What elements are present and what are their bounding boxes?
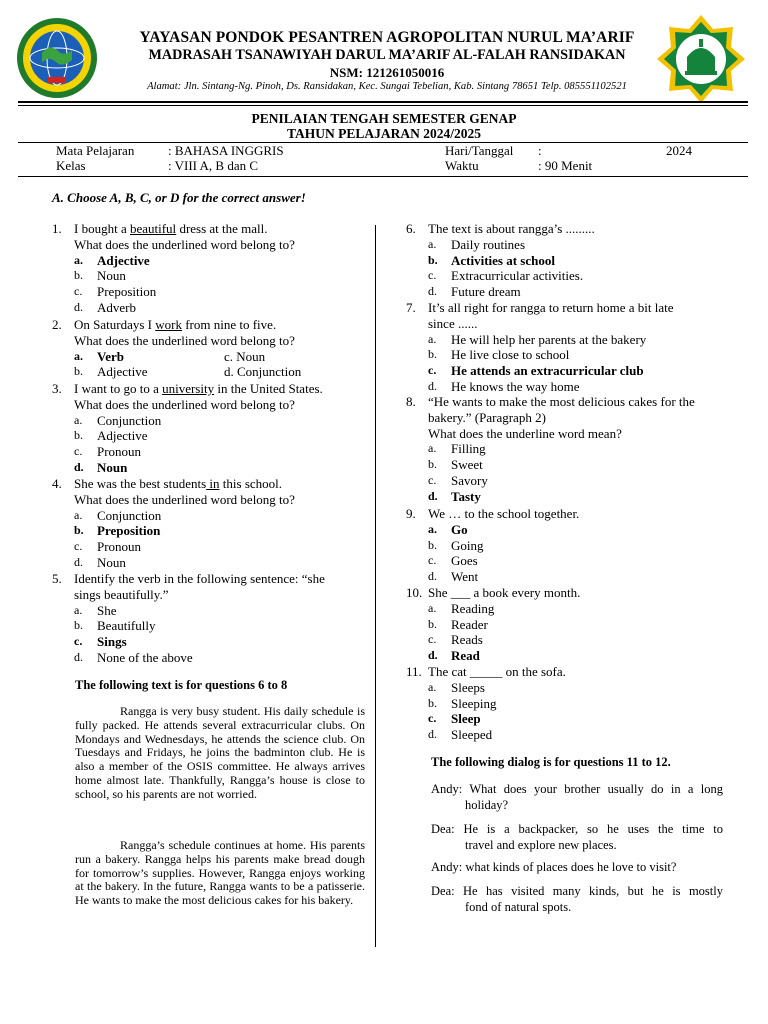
question-number: 10. xyxy=(406,585,423,600)
reading-heading: The following text is for questions 6 to 8 xyxy=(75,678,288,692)
option-text: Beautifully xyxy=(97,618,156,634)
dialog-text: Dea: He is a backpacker, so he uses the time to xyxy=(431,822,723,836)
dialog-line xyxy=(431,884,723,915)
question-number: 7. xyxy=(406,300,416,315)
question-text: since ...... xyxy=(428,315,478,331)
question-text: I bought a beautiful dress at the mall. xyxy=(74,221,268,236)
time-label: Waktu xyxy=(445,158,479,173)
info-rule-bottom xyxy=(18,176,748,177)
question-text: The cat _____ on the sofa. xyxy=(428,664,566,679)
option-letter: b. xyxy=(74,364,83,379)
question-number: 5. xyxy=(52,571,62,586)
question-text: “He wants to make the most delicious cakes for the xyxy=(428,394,695,409)
option-letter: c. xyxy=(74,634,83,649)
option-letter: b. xyxy=(74,523,84,538)
option-text: Extracurricular activities. xyxy=(451,268,584,284)
dialog-text: Andy: What does your brother usually do in a long xyxy=(431,782,723,796)
header-rule-thin xyxy=(18,105,748,106)
option-letter: c. xyxy=(428,473,437,487)
option-letter: c. xyxy=(74,539,83,554)
option-letter: d. xyxy=(428,648,438,663)
question-text: It’s all right for rangga to return home a bit late xyxy=(428,300,674,315)
option-letter: a. xyxy=(74,252,83,267)
option-text: Pronoun xyxy=(97,539,142,555)
option-letter: d. xyxy=(74,555,83,569)
option-text: Goes xyxy=(451,553,478,569)
class-label: Kelas xyxy=(56,158,86,173)
header-rule-thick xyxy=(18,101,748,103)
dialog-text: Andy: what kinds of places does he love to visit? xyxy=(431,860,677,874)
question-number: 11. xyxy=(406,664,422,679)
option-letter: a. xyxy=(74,602,83,617)
option-answer-marked: Preposition xyxy=(97,523,161,539)
option-text: Conjunction xyxy=(97,412,162,428)
question-text: What does the underlined word belong to? xyxy=(74,396,295,412)
option-text: She xyxy=(97,602,117,618)
option-text: He will help her parents at the bakery xyxy=(451,331,647,347)
exam-year: TAHUN PELAJARAN 2024/2025 xyxy=(286,126,481,141)
dialog-text: travel and explore new places. xyxy=(465,837,617,852)
option-letter: c. xyxy=(74,284,83,299)
option-text: Conjunction xyxy=(97,507,162,523)
option-letter: a. xyxy=(74,507,83,522)
foundation-name: YAYASAN PONDOK PESANTREN AGROPOLITAN NURUL MA’ARIF xyxy=(139,29,635,46)
option-text: Sleeping xyxy=(451,695,497,711)
section-instruction: A. Choose A, B, C, or D for the correct answer! xyxy=(52,190,306,205)
question-text: Identify the verb in the following sentence: “she xyxy=(74,571,325,586)
option-letter: c. xyxy=(428,632,437,647)
option-text: Noun xyxy=(97,555,126,570)
option-text: Noun xyxy=(97,268,126,284)
question-number: 1. xyxy=(52,221,62,236)
question-number: 8. xyxy=(406,394,416,409)
option-letter: b. xyxy=(428,347,437,362)
option-letter: a. xyxy=(428,521,437,536)
question-text: She ___ a book every month. xyxy=(428,585,581,600)
option-letter: c. xyxy=(428,553,437,568)
option-text: He live close to school xyxy=(451,347,570,363)
option-letter: d. xyxy=(428,727,437,742)
question-text: I want to go to a university in the United States. xyxy=(74,381,323,396)
time-value: : 90 Menit xyxy=(538,158,593,173)
school-name: MADRASAH TSANAWIYAH DARUL MA’ARIF AL-FALAH RANSIDAKAN xyxy=(148,47,626,63)
question-text: We … to the school together. xyxy=(428,506,580,521)
dialog-text: Dea: He has visited many kinds, but he is mostly xyxy=(431,884,723,898)
option-answer-marked: Adjective xyxy=(97,252,150,268)
option-answer-marked: Verb xyxy=(97,348,124,364)
option-letter: b. xyxy=(74,268,83,283)
option-answer-marked: He attends an extracurricular club xyxy=(451,363,644,379)
question-text: sings beautifully.” xyxy=(74,586,169,602)
exam-title: PENILAIAN TENGAH SEMESTER GENAP xyxy=(251,111,517,126)
option-text: Daily routines xyxy=(451,236,526,252)
option-letter: b. xyxy=(74,428,83,443)
option-text: Reader xyxy=(451,616,488,632)
class-value: : VIII A, B dan C xyxy=(168,158,259,173)
option-letter: a. xyxy=(74,412,83,427)
question-text: She was the best students in this school. xyxy=(74,476,283,491)
option-letter: b. xyxy=(74,618,83,633)
option-answer-marked: Activities at school xyxy=(451,252,555,268)
option-letter: b. xyxy=(428,457,437,472)
option-text: d. Conjunction xyxy=(224,364,302,380)
reading-paragraph-2: Rangga’s schedule continues at home. His parents run a bakery. Rangga helps his parents make bread dough for tomorrow’s supplies. However, Rangga enjoys working at the bakery. In the future, Rangga wants to be a patisserie. He wants to make the most delicious cakes for his bakery. xyxy=(75,838,365,908)
option-text: None of the above xyxy=(97,650,193,665)
option-answer-marked: Read xyxy=(451,648,480,664)
option-letter: d. xyxy=(428,569,437,584)
option-letter: d. xyxy=(428,284,437,299)
option-letter: b. xyxy=(428,537,437,552)
question-number: 9. xyxy=(406,506,416,521)
dialog-line xyxy=(431,860,723,876)
option-letter: d. xyxy=(428,488,438,503)
question-number: 2. xyxy=(52,317,62,332)
option-text: Savory xyxy=(451,473,488,488)
option-text: He knows the way home xyxy=(451,379,580,394)
option-text: c. Noun xyxy=(224,348,266,364)
option-text: Went xyxy=(451,569,479,585)
reading-paragraph-1: Rangga is very busy student. His daily schedule is fully packed. He attends several extracurricular clubs. On Mondays and Wednesdays, he attends the science club. On Tuesdays and Fridays, he joins the badminton club. He is also a member of the OSIS committee. He always arrives home almost late. Thankfully, Rangga’s house is close to school, so his parents are not worried. xyxy=(75,704,365,801)
question-text: What does the underlined word belong to? xyxy=(74,236,295,252)
option-letter: a. xyxy=(428,600,437,615)
option-letter: a. xyxy=(428,679,437,694)
date-year: 2024 xyxy=(666,143,692,158)
option-letter: c. xyxy=(428,711,437,726)
question-number: 4. xyxy=(52,476,62,491)
option-letter: a. xyxy=(428,236,437,251)
option-answer-marked: Sings xyxy=(97,634,127,650)
option-text: Adverb xyxy=(97,300,136,315)
dialog-text: fond of natural spots. xyxy=(465,899,572,914)
option-text: Filling xyxy=(451,441,486,457)
question-text: What does the underline word mean? xyxy=(428,425,622,441)
option-letter: b. xyxy=(428,252,438,267)
option-text: Adjective xyxy=(97,364,148,380)
option-letter: b. xyxy=(428,616,437,631)
question-text: On Saturdays I work from nine to five. xyxy=(74,317,277,332)
option-answer-marked: Go xyxy=(451,521,468,537)
school-logo xyxy=(16,17,98,99)
option-answer-marked: Sleep xyxy=(451,711,481,727)
question-text: bakery.” (Paragraph 2) xyxy=(428,409,546,425)
question-text: The text is about rangga’s ......... xyxy=(428,221,595,236)
dialog-heading: The following dialog is for questions 11 to 12. xyxy=(431,755,671,769)
option-text: Adjective xyxy=(97,428,148,444)
option-answer-marked: Noun xyxy=(97,460,128,475)
question-text: What does the underlined word belong to? xyxy=(74,332,295,348)
option-text: Future dream xyxy=(451,284,521,300)
subject-value: : BAHASA INGGRIS xyxy=(168,143,284,158)
subject-label: Mata Pelajaran xyxy=(56,143,135,158)
option-letter: a. xyxy=(428,441,437,456)
option-letter: c. xyxy=(428,268,437,283)
option-text: Reading xyxy=(451,600,495,616)
option-letter: a. xyxy=(74,348,83,363)
option-letter: d. xyxy=(74,460,84,474)
option-text: Pronoun xyxy=(97,444,142,460)
option-text: Sleeped xyxy=(451,727,493,743)
option-text: Preposition xyxy=(97,284,157,300)
question-number: 3. xyxy=(52,381,62,396)
school-address: Alamat: Jln. Sintang-Ng. Pinoh, Ds. Ransidakan, Kec. Sungai Tebelian, Kab. Sintang 78651 Telp. 085551102521 xyxy=(147,81,627,92)
option-letter: c. xyxy=(74,444,83,459)
option-letter: a. xyxy=(428,331,437,346)
dialog-line xyxy=(431,782,723,813)
question-text: What does the underlined word belong to? xyxy=(74,491,295,507)
option-letter: d. xyxy=(74,650,83,664)
option-letter: d. xyxy=(428,379,437,393)
question-number: 6. xyxy=(406,221,416,236)
option-text: Sweet xyxy=(451,457,483,473)
option-answer-marked: Tasty xyxy=(451,488,481,504)
option-letter: c. xyxy=(428,363,437,378)
date-colon: : xyxy=(538,143,542,158)
option-text: Reads xyxy=(451,632,483,648)
option-text: Going xyxy=(451,537,484,553)
option-text: Sleeps xyxy=(451,679,485,695)
column-divider xyxy=(375,225,376,947)
nsm-number: NSM: 121261050016 xyxy=(329,65,445,80)
dialog-text: holiday? xyxy=(465,797,509,812)
option-letter: d. xyxy=(74,300,83,314)
dialog-line xyxy=(431,822,723,853)
date-label: Hari/Tanggal xyxy=(445,143,514,158)
option-letter: b. xyxy=(428,695,437,710)
